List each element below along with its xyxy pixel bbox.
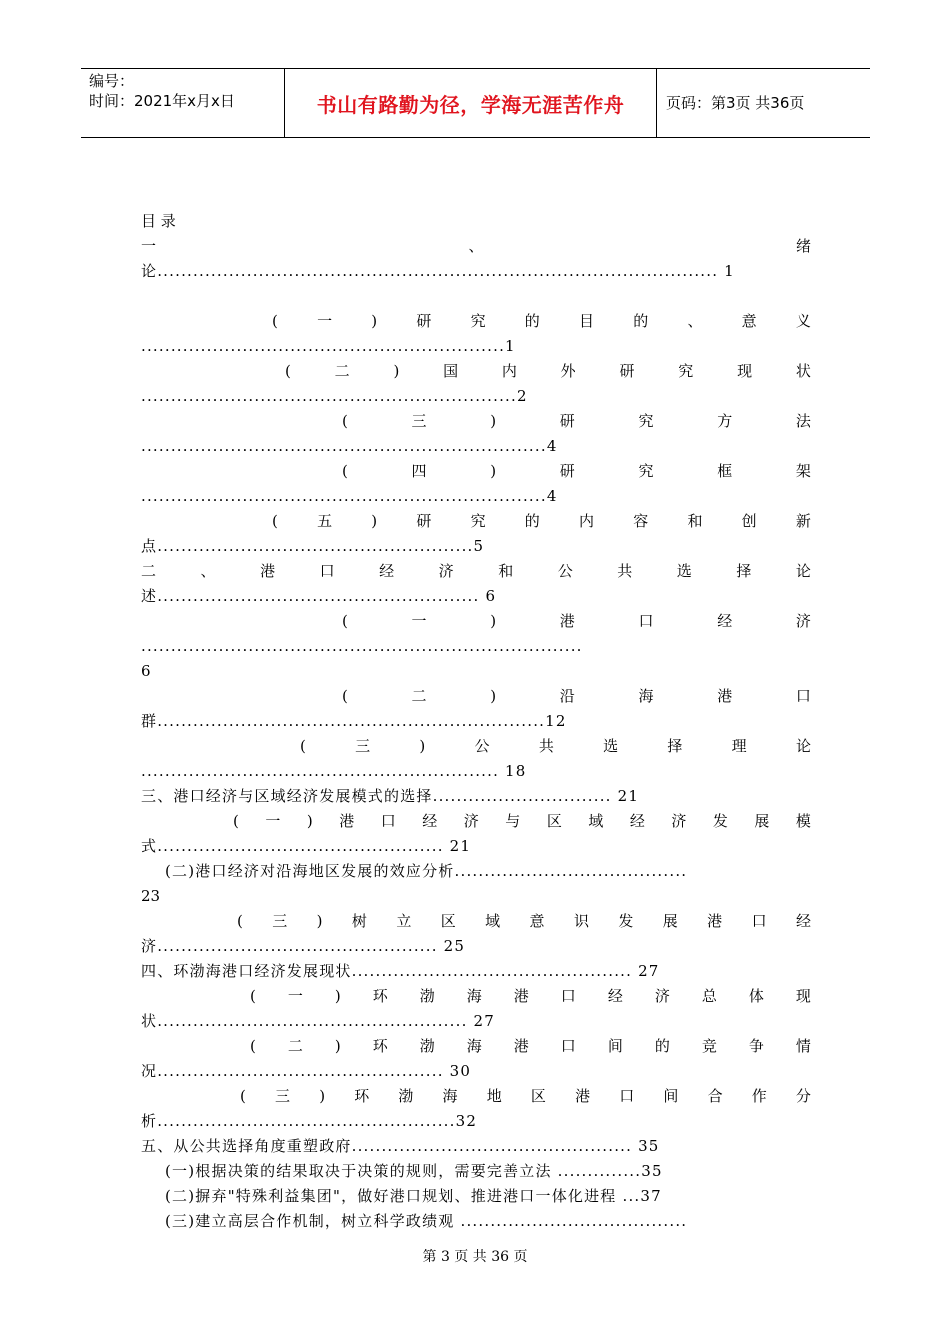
toc-char: 域	[485, 912, 501, 930]
toc-line-leader: 析..................................................32	[141, 1112, 478, 1130]
toc-char: 意	[529, 912, 545, 930]
toc-line-spread	[233, 809, 811, 833]
toc-char: 树	[351, 912, 367, 930]
toc-char: 的	[524, 312, 540, 330]
toc-line-spread	[240, 1084, 811, 1108]
toc-char: 分	[795, 1087, 811, 1105]
toc-char: 港	[339, 812, 355, 830]
toc-char: )	[319, 1087, 326, 1105]
toc-line-leader: 五、从公共选择角度重塑政府............................................... 35	[141, 1137, 660, 1155]
toc-char: 经	[607, 987, 623, 1005]
toc-char: 究	[470, 312, 486, 330]
toc-char: 立	[396, 912, 412, 930]
toc-char: 济	[438, 562, 454, 580]
toc-char: 海	[442, 1087, 458, 1105]
toc-char: 港	[513, 1037, 529, 1055]
toc-char: 口	[751, 912, 767, 930]
toc-char: 选	[603, 737, 619, 755]
toc-char: 择	[667, 737, 683, 755]
toc-char: (	[272, 312, 278, 330]
toc-line-leader: 况................................................ 30	[141, 1062, 472, 1080]
toc-char: (	[233, 812, 239, 830]
toc-line-page: 6	[141, 662, 151, 680]
toc-line-leader: 论.............................................................................................. 1	[141, 262, 735, 280]
toc-char: 二	[141, 562, 157, 580]
toc-char: 、	[687, 312, 703, 330]
toc-char: 框	[717, 462, 733, 480]
toc-char: 二	[411, 687, 427, 705]
toc-char: 一	[141, 237, 157, 255]
toc-char: 一	[411, 612, 427, 630]
toc-char: 理	[731, 737, 747, 755]
toc-char: )	[306, 812, 313, 830]
toc-char: )	[371, 512, 378, 530]
toc-char: (	[240, 1087, 246, 1105]
toc-char: 港	[717, 687, 733, 705]
toc-char: 作	[751, 1087, 767, 1105]
toc-char: 意	[741, 312, 757, 330]
toc-char: 择	[736, 562, 752, 580]
toc-char: 济	[671, 812, 687, 830]
toc-char: 口	[380, 812, 396, 830]
toc-char: 一	[317, 312, 333, 330]
toc-char: 沿	[559, 687, 575, 705]
toc-char: 论	[795, 562, 811, 580]
toc-line-spread	[272, 309, 811, 333]
toc-char: 二	[287, 1037, 303, 1055]
toc-char: 一	[265, 812, 281, 830]
toc-char: 、	[468, 237, 484, 255]
toc-char: 识	[573, 912, 589, 930]
toc-line-spread	[342, 609, 811, 633]
toc-char: (	[342, 462, 348, 480]
toc-char: 、	[200, 562, 216, 580]
toc-char: 济	[654, 987, 670, 1005]
toc-char: )	[490, 612, 497, 630]
toc-char: 展	[662, 912, 678, 930]
toc-char: 现	[737, 362, 753, 380]
toc-char: 二	[334, 362, 350, 380]
toc-char: 展	[754, 812, 770, 830]
toc-char: 情	[795, 1037, 811, 1055]
toc-char: 内	[579, 512, 595, 530]
toc-char: 争	[748, 1037, 764, 1055]
toc-char: )	[490, 412, 497, 430]
toc-char: (	[250, 1037, 256, 1055]
toc-char: 目	[579, 312, 595, 330]
toc-char: 合	[707, 1087, 723, 1105]
toc-char: 义	[795, 312, 811, 330]
toc-line-leader: ...............................................................2	[141, 387, 528, 405]
toc-char: 渤	[398, 1087, 414, 1105]
toc-char: 容	[633, 512, 649, 530]
toc-char: 经	[379, 562, 395, 580]
toc-char: )	[393, 362, 400, 380]
toc-char: 研	[619, 362, 635, 380]
toc-line-leader: (一)根据决策的结果取决于决策的规则，需要完善立法 ..............35	[165, 1162, 663, 1180]
toc-char: 港	[707, 912, 723, 930]
toc-char: (	[342, 687, 348, 705]
toc-char: 间	[663, 1087, 679, 1105]
toc-char: 体	[748, 987, 764, 1005]
toc-char: 的	[524, 512, 540, 530]
toc-char: 现	[795, 987, 811, 1005]
toc-char: 究	[638, 462, 654, 480]
toc-line-leader: ............................................................ 18	[141, 762, 527, 780]
toc-char: 海	[638, 687, 654, 705]
toc-line-spread	[285, 359, 811, 383]
toc-line-spread	[300, 734, 811, 758]
toc-char: 内	[501, 362, 517, 380]
toc-char: 济	[463, 812, 479, 830]
toc-char: 经	[795, 912, 811, 930]
toc-char: )	[334, 1037, 341, 1055]
motto: 书山有路勤为径，学海无涯苦作舟	[316, 92, 625, 117]
toc-char: 经	[629, 812, 645, 830]
toc-char: 区	[546, 812, 562, 830]
toc-char: (	[300, 737, 306, 755]
toc-char: (	[237, 912, 243, 930]
toc-line-leader: 状.................................................... 27	[141, 1012, 495, 1030]
toc-char: 新	[795, 512, 811, 530]
toc-char: 竞	[701, 1037, 717, 1055]
toc-char: 区	[530, 1087, 546, 1105]
toc-char: (	[342, 612, 348, 630]
toc-char: 口	[319, 562, 335, 580]
toc-char: 究	[470, 512, 486, 530]
toc-line-leader: 四、环渤海港口经济发展现状............................................... 27	[141, 962, 660, 980]
toc-char: (	[272, 512, 278, 530]
page-info: 页码：第3页 共36页	[666, 94, 805, 112]
page-footer: 第 3 页 共 36 页	[422, 1249, 528, 1265]
toc-char: 共	[538, 737, 554, 755]
toc-char: 环	[372, 1037, 388, 1055]
toc-line-spread	[250, 1034, 811, 1058]
toc-char: 的	[633, 312, 649, 330]
toc-char: 与	[505, 812, 521, 830]
toc-char: 研	[416, 512, 432, 530]
toc-char: 港	[559, 612, 575, 630]
toc-char: 三	[272, 912, 288, 930]
toc-char: )	[490, 462, 497, 480]
toc-line-spread	[342, 409, 811, 433]
toc-char: 口	[795, 687, 811, 705]
toc-char: 口	[560, 987, 576, 1005]
toc-char: 口	[619, 1087, 635, 1105]
toc-char: 区	[440, 912, 456, 930]
toc-char: 究	[678, 362, 694, 380]
toc-char: 国	[443, 362, 459, 380]
toc-line-leader: 三、港口经济与区域经济发展模式的选择.............................. 21	[141, 787, 640, 805]
toc-char: 间	[607, 1037, 623, 1055]
toc-line-leader: (二)摒弃"特殊利益集团"，做好港口规划、推进港口一体化进程 ...37	[165, 1187, 662, 1205]
toc-char: 和	[498, 562, 514, 580]
toc-line-spread	[141, 234, 811, 258]
toc-char: 创	[741, 512, 757, 530]
toc-char: 环	[372, 987, 388, 1005]
toc-char: 公	[474, 737, 490, 755]
toc-char: 五	[317, 512, 333, 530]
toc-char: 的	[654, 1037, 670, 1055]
toc-char: 三	[355, 737, 371, 755]
toc-line-leader: ..........................................................................	[141, 637, 583, 655]
toc-line-leader: .............................................................1	[141, 337, 516, 355]
toc-char: 研	[416, 312, 432, 330]
toc-char: 港	[260, 562, 276, 580]
toc-line-leader: 述...................................................... 6	[141, 587, 497, 605]
toc-line-page: 23	[141, 887, 161, 905]
toc-line-leader: 济............................................... 25	[141, 937, 466, 955]
toc-char: 经	[717, 612, 733, 630]
toc-char: 口	[638, 612, 654, 630]
toc-char: )	[490, 687, 497, 705]
toc-char: 一	[287, 987, 303, 1005]
toc-char: 海	[466, 1037, 482, 1055]
toc-line-spread	[237, 909, 811, 933]
toc-char: 共	[617, 562, 633, 580]
toc-char: 架	[795, 462, 811, 480]
toc-char: 口	[560, 1037, 576, 1055]
toc-line-leader: (三)建立高层合作机制，树立科学政绩观 ......................................	[165, 1212, 688, 1230]
toc-char: 模	[795, 812, 811, 830]
toc-line-spread	[272, 509, 811, 533]
toc-char: 选	[676, 562, 692, 580]
toc-char: (	[285, 362, 291, 380]
toc-char: 方	[717, 412, 733, 430]
toc-char: 三	[275, 1087, 291, 1105]
toc-char: 三	[411, 412, 427, 430]
toc-char: )	[334, 987, 341, 1005]
toc-char: 总	[701, 987, 717, 1005]
toc-line-leader: 点.....................................................5	[141, 537, 485, 555]
time-label: 时间：2021年x月x日	[89, 92, 235, 110]
toc-char: 研	[559, 462, 575, 480]
toc-char: 状	[795, 362, 811, 380]
number-label: 编号：	[89, 72, 135, 90]
toc-char: )	[371, 312, 378, 330]
toc-line-spread	[342, 684, 811, 708]
toc-char: 港	[513, 987, 529, 1005]
toc-char: 环	[354, 1087, 370, 1105]
toc-line-spread	[141, 559, 811, 583]
toc-line-leader: 式................................................ 21	[141, 837, 472, 855]
toc-char: 渤	[419, 1037, 435, 1055]
toc-char: 经	[422, 812, 438, 830]
toc-char: 四	[411, 462, 427, 480]
toc-char: 和	[687, 512, 703, 530]
toc-line-spread	[250, 984, 811, 1008]
toc-char: (	[342, 412, 348, 430]
toc-char: 渤	[419, 987, 435, 1005]
toc-char: 绪	[795, 237, 811, 255]
toc-line-leader: ....................................................................4	[141, 487, 558, 505]
toc-char: 公	[557, 562, 573, 580]
toc-char: )	[419, 737, 426, 755]
toc-char: 海	[466, 987, 482, 1005]
toc-char: 论	[795, 737, 811, 755]
toc-char: 港	[575, 1087, 591, 1105]
toc-line-leader: (二)港口经济对沿海地区发展的效应分析.......................................	[165, 862, 688, 880]
toc-char: 发	[618, 912, 634, 930]
toc-line-leader: 群.................................................................12	[141, 712, 567, 730]
toc-char: 法	[795, 412, 811, 430]
toc-char: 研	[559, 412, 575, 430]
toc-char: 外	[560, 362, 576, 380]
toc-line-spread	[342, 459, 811, 483]
toc-title: 目 录	[141, 212, 176, 230]
toc-char: 域	[588, 812, 604, 830]
toc-char: )	[316, 912, 323, 930]
toc-char: 究	[638, 412, 654, 430]
toc-char: 发	[712, 812, 728, 830]
toc-line-leader: ....................................................................4	[141, 437, 558, 455]
toc-char: 济	[795, 612, 811, 630]
toc-char: (	[250, 987, 256, 1005]
toc-char: 地	[486, 1087, 502, 1105]
